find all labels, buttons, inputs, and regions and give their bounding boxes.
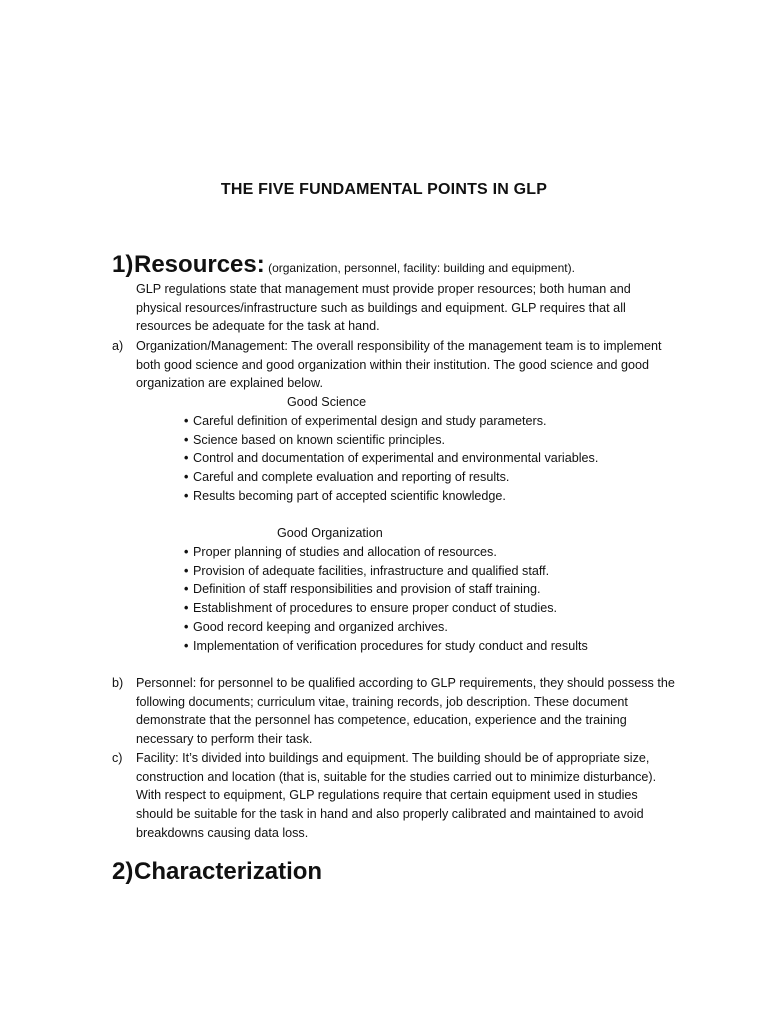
- item-a-line: organization are explained below.: [136, 376, 323, 391]
- item-b-line: necessary to perform their task.: [136, 732, 313, 747]
- item-b-text: [136, 674, 696, 749]
- item-b-line: demonstrate that the personnel has competence, education, experience and the training: [136, 713, 627, 728]
- intro-line: GLP regulations state that management must provide proper resources; both human and: [136, 282, 631, 296]
- item-a-label: a): [112, 339, 124, 353]
- bullet-icon: •: [184, 470, 189, 485]
- section-2-title: Characterization: [134, 858, 323, 885]
- intro-line: physical resources/infrastructure such as buildings and equipment. GLP requires that all: [136, 300, 626, 315]
- good-organization-list: [184, 543, 588, 655]
- list-item: • Control and documentation of experimental and environmental variables.: [184, 449, 598, 468]
- list-item: • Good record keeping and organized archives.: [184, 618, 588, 637]
- bullet-icon: •: [184, 451, 189, 466]
- item-a-line: Organization/Management: The overall responsibility of the management team is to implement: [136, 339, 662, 353]
- section-1-heading: [112, 251, 575, 279]
- item-a-text: [136, 337, 696, 393]
- list-item: • Proper planning of studies and allocation of resources.: [184, 543, 588, 562]
- item-b-line: following documents; curriculum vitae, training records, job description. These document: [136, 694, 628, 709]
- item-c-label: c): [112, 751, 123, 765]
- section-2-heading: [112, 858, 322, 886]
- item-c-line: should be suitable for the task in hand and also properly calibrated and maintained to avoid: [136, 807, 644, 822]
- good-science-heading: Good Science: [287, 395, 367, 409]
- item-c-line: breakdowns causing data loss.: [136, 825, 309, 840]
- bullet-icon: •: [184, 545, 189, 559]
- bullet-icon: •: [184, 638, 189, 653]
- list-item: • Careful definition of experimental design and study parameters.: [184, 412, 598, 431]
- item-c-line: With respect to equipment, GLP regulations require that certain equipment used in studies: [136, 788, 638, 803]
- list-item: • Results becoming part of accepted scientific knowledge.: [184, 487, 598, 506]
- item-a-line: both good science and good organization within their institution. The good science and good: [136, 357, 649, 372]
- good-science-list: [184, 412, 598, 506]
- bullet-icon: •: [184, 563, 189, 578]
- bullet-icon: •: [184, 488, 189, 503]
- bullet-icon: •: [184, 414, 189, 428]
- good-organization-heading: Good Organization: [277, 526, 383, 540]
- list-item: • Definition of staff responsibilities and provision of staff training.: [184, 580, 588, 599]
- bullet-icon: •: [184, 619, 189, 634]
- bullet-icon: •: [184, 432, 189, 447]
- section-1-subtitle: (organization, personnel, facility: building and equipment).: [264, 261, 575, 275]
- section-1-intro: [136, 280, 696, 336]
- item-b-label: b): [112, 676, 124, 690]
- page-title: THE FIVE FUNDAMENTAL POINTS IN GLP: [220, 181, 548, 198]
- item-b-line: Personnel: for personnel to be qualified according to GLP requirements, they should possess the: [136, 676, 675, 690]
- intro-line: resources be adequate for the task at hand.: [136, 319, 380, 334]
- list-item: • Provision of adequate facilities, infrastructure and qualified staff.: [184, 562, 588, 581]
- list-item: • Establishment of procedures to ensure proper conduct of studies.: [184, 599, 588, 618]
- section-1-number: 1): [112, 251, 134, 278]
- item-c-text: [136, 749, 696, 843]
- section-1-title: Resources:: [134, 251, 265, 278]
- item-c-line: construction and location (that is, suitable for the studies carried out to minimize disturbance).: [136, 769, 657, 784]
- bullet-icon: •: [184, 582, 189, 597]
- section-2-number: 2): [112, 858, 134, 885]
- list-item: • Implementation of verification procedures for study conduct and results: [184, 637, 588, 656]
- list-item: • Careful and complete evaluation and reporting of results.: [184, 468, 598, 487]
- item-c-line: Facility: It’s divided into buildings and equipment. The building should be of appropriate size,: [136, 751, 650, 765]
- bullet-icon: •: [184, 601, 189, 616]
- list-item: • Science based on known scientific principles.: [184, 431, 598, 450]
